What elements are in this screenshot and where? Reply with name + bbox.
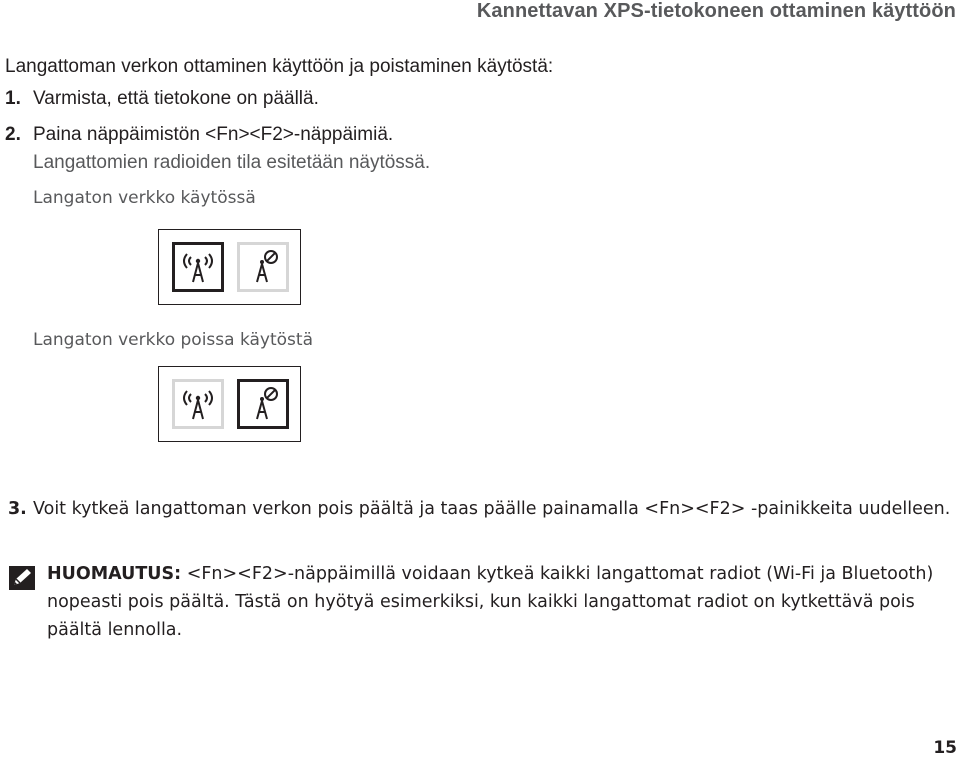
- wireless-disabled-icon: [237, 242, 289, 292]
- note-paragraph: [47, 560, 952, 644]
- caption-wireless-disabled: Langaton verkko poissa käytöstä: [33, 330, 313, 350]
- step-text: Paina näppäimistön <Fn><F2>-näppäimiä.: [33, 124, 394, 145]
- wireless-antenna-icon: [172, 242, 224, 292]
- page-header-title: Kannettavan XPS-tietokoneen ottaminen käyttöön: [476, 0, 956, 22]
- pencil-note-icon: [8, 565, 36, 595]
- step-text: Voit kytkeä langattoman verkon pois päältä ja taas päälle painamalla <Fn><F2> -painikkeita uudelleen.: [33, 499, 951, 519]
- intro-text: Langattoman verkon ottaminen käyttöön ja poistaminen käytöstä:: [5, 56, 554, 77]
- wireless-disabled-status-panel: [158, 366, 301, 442]
- note-text: <Fn><F2>-näppäimillä voidaan kytkeä kaikki langattomat radiot (Wi-Fi ja Bluetooth) nopeasti pois päältä. Tästä on hyötyä esimerkiksi, kun kaikki langattomat radiot on kytkettävä pois päältä lennolla.: [47, 564, 934, 640]
- step-2-subtext: Langattomien radioiden tila esitetään näytössä.: [33, 152, 431, 173]
- caption-wireless-enabled: Langaton verkko käytössä: [33, 188, 256, 208]
- wireless-enabled-status-panel: [158, 229, 301, 305]
- step-number: 3.: [8, 499, 27, 519]
- step-text: Varmista, että tietokone on päällä.: [33, 88, 319, 109]
- step-number: 1.: [5, 88, 21, 109]
- note-label: HUOMAUTUS:: [47, 564, 182, 584]
- page-number: 15: [933, 738, 957, 758]
- step-number: 2.: [5, 124, 21, 145]
- wireless-disabled-icon: [237, 379, 289, 429]
- wireless-antenna-icon: [172, 379, 224, 429]
